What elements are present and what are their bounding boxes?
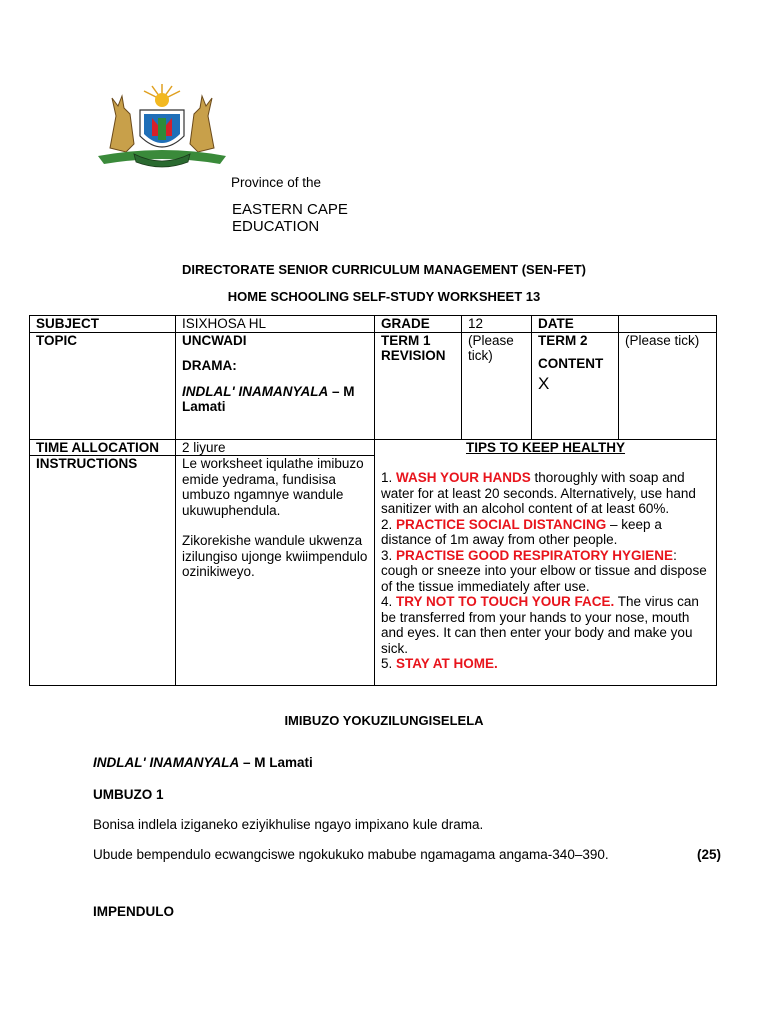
table-row	[30, 316, 717, 333]
tip-heading: TRY NOT TO TOUCH YOUR FACE.	[396, 594, 615, 609]
tip-number: 4.	[381, 594, 397, 609]
directorate-heading: DIRECTORATE SENIOR CURRICULUM MANAGEMENT (SEN-FET)	[182, 262, 586, 277]
term2-tick-mark: X	[538, 373, 550, 393]
instructions-paragraph-2: Zikorekishe wandule ukwenza izilungiso ujonge kwiimpendulo ozinikiweyo.	[182, 533, 368, 579]
question-marks: (25)	[697, 847, 722, 862]
question-text: Bonisa indlela iziganeko eziyikhulise ngayo impixano kule drama.	[93, 817, 484, 832]
tip-item	[381, 594, 710, 656]
tip-heading: PRACTICE SOCIAL DISTANCING	[396, 516, 607, 532]
province-name	[232, 201, 348, 235]
topic-line2: DRAMA:	[182, 358, 237, 373]
term2-cell	[532, 332, 619, 439]
tip-item	[381, 656, 710, 672]
tip-body: thoroughly with soap and water for at least 20 seconds. Alternatively, use hand sanitizer with an alcohol content of at least 60%.	[381, 470, 696, 516]
instructions-label: INSTRUCTIONS	[30, 456, 176, 686]
term2-sub: CONTENT	[538, 356, 604, 371]
time-label: TIME ALLOCATION	[30, 439, 176, 456]
drama-title-line	[93, 755, 313, 770]
tip-body: – keep a distance of 1m away from other people.	[381, 516, 662, 547]
tips-title: TIPS TO KEEP HEALTHY	[465, 439, 626, 455]
section-title: IMIBUZO YOKUZILUNGISELELA	[284, 713, 484, 728]
province-name-line1: EASTERN CAPE	[232, 201, 348, 218]
tips-list	[381, 470, 710, 672]
tip-body: : cough or sneeze into your elbow or tissue and dispose of the tissue immediately after use.	[381, 547, 707, 594]
tip-number: 3.	[381, 547, 397, 563]
topic-line1: UNCWADI	[182, 332, 247, 348]
tip-heading: STAY AT HOME.	[396, 656, 498, 671]
tip-body: The virus can be transferred from your hands to your nose, mouth and eyes. It can then enter your body and make you sick.	[381, 594, 699, 656]
date-label: DATE	[532, 316, 619, 333]
instructions-value	[176, 456, 375, 686]
subject-value: ISIXHOSA HL	[176, 316, 375, 333]
tip-number: 2.	[381, 516, 397, 532]
grade-label: GRADE	[375, 316, 462, 333]
term2-tick[interactable]: (Please tick)	[619, 332, 717, 439]
subject-label: SUBJECT	[30, 316, 176, 333]
coat-of-arms-icon	[92, 78, 232, 170]
drama-author: – M Lamati	[239, 755, 313, 770]
topic-drama-author: – M Lamati	[182, 383, 355, 414]
question-heading: UMBUZO 1	[93, 787, 164, 802]
table-row	[30, 439, 717, 456]
tip-heading: PRACTISE GOOD RESPIRATORY HYGIENE	[396, 547, 674, 563]
worksheet-title: HOME SCHOOLING SELF-STUDY WORKSHEET 13	[227, 289, 541, 304]
length-instruction: Ubude bempendulo ecwangciswe ngokukuko mabube ngamagama angama-340–390.	[93, 847, 609, 862]
topic-line3	[182, 384, 368, 415]
tip-heading: WASH YOUR HANDS	[396, 470, 531, 485]
answer-heading: IMPENDULO	[93, 904, 174, 919]
topic-drama-title: INDLAL' INAMANYALA	[182, 383, 329, 399]
tips-cell	[375, 439, 717, 686]
grade-value: 12	[462, 316, 532, 333]
time-value: 2 liyure	[176, 439, 375, 456]
tip-number: 5.	[381, 656, 397, 671]
instructions-paragraph-1: Le worksheet iqulathe imibuzo emide yedrama, fundisisa umbuzo ngamnye wandule ukuwuphendula.	[182, 456, 364, 518]
tip-item	[381, 470, 710, 517]
term1-tick[interactable]: (Please tick)	[462, 332, 532, 439]
term1-label: TERM 1 REVISION	[375, 332, 462, 439]
tip-item	[381, 517, 710, 548]
worksheet-info-table	[29, 315, 717, 686]
topic-value	[176, 332, 375, 439]
term2-label: TERM 2	[538, 332, 588, 348]
province-of-text: Province of the	[231, 175, 322, 190]
date-value[interactable]	[619, 316, 717, 333]
tip-number: 1.	[381, 470, 397, 485]
table-row	[30, 332, 717, 439]
topic-label: TOPIC	[30, 332, 176, 439]
drama-title: INDLAL' INAMANYALA	[93, 755, 240, 770]
tip-item	[381, 548, 710, 595]
province-name-line2: EDUCATION	[232, 218, 320, 235]
